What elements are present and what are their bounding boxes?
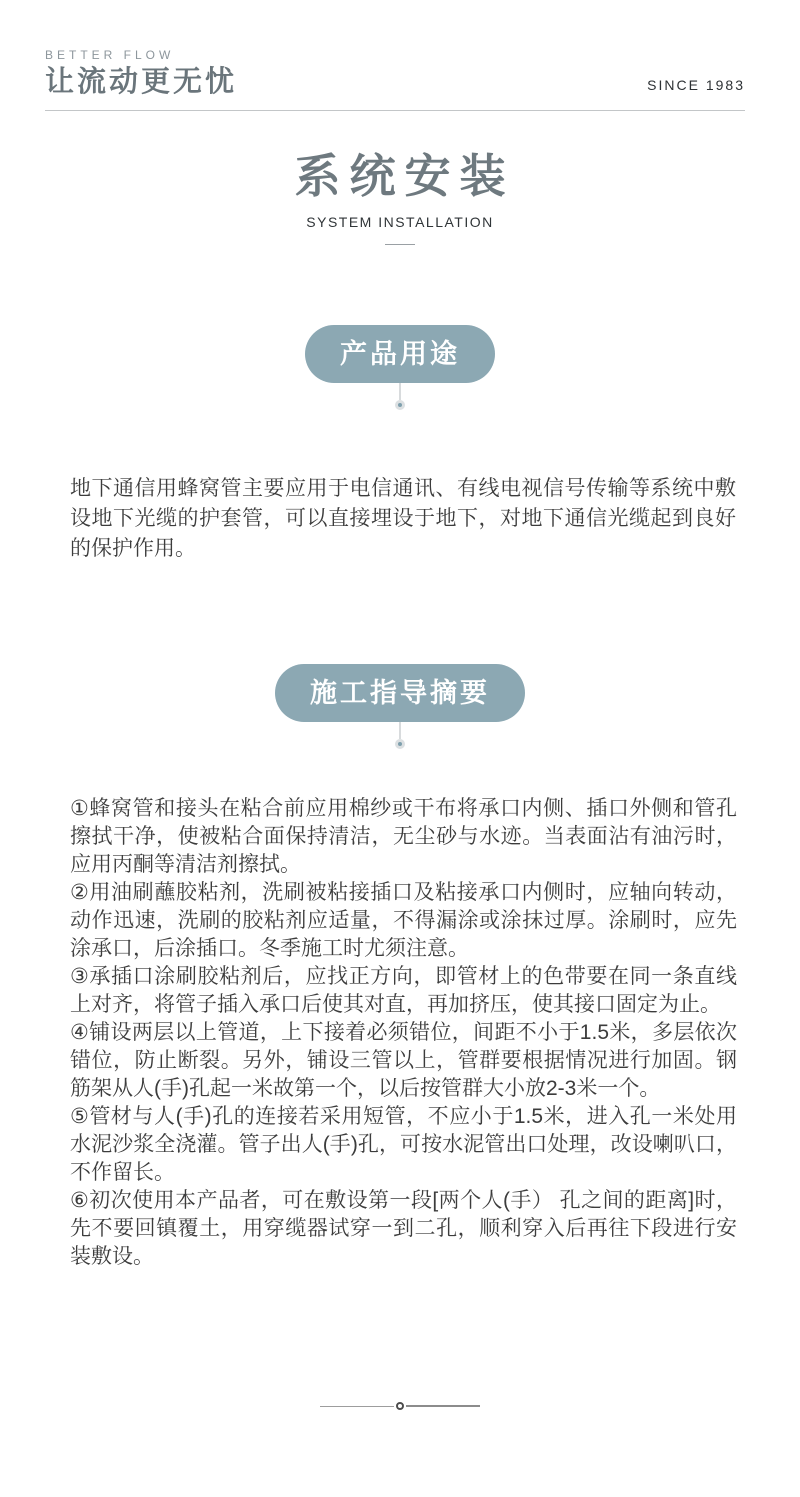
page-subtitle: SYSTEM INSTALLATION [306,214,494,230]
since-label: SINCE 1983 [647,77,745,93]
footer-divider [0,1402,800,1410]
connector [0,722,800,749]
footer-divider-line-left [320,1406,394,1407]
guide-list [70,795,737,1271]
guide-item: ②用油刷蘸胶粘剂，洗刷被粘接插口及粘接承口内侧时，应轴向转动，动作迅速，洗刷的胶粘剂应适量，不得漏涂或涂抹过厚。涂刷时，应先涂承口，后涂插口。冬季施工时尤须注意。 [70,881,737,960]
page-title: 系统安装 [294,150,515,202]
intro-paragraph: 地下通信用蜂窝管主要应用于电信通讯、有线电视信号传输等系统中敷设地下光缆的护套管，可以直接埋设于地下，对地下通信光缆起到良好的保护作用。 [70,477,736,560]
section-head-product-use [0,325,800,410]
brand-logo-text: 让流动更无忧 [45,66,238,98]
connector-line [399,383,401,400]
title-block [0,151,800,245]
footer-divider-circle [396,1402,404,1410]
guide-item: ①蜂窝管和接头在粘合前应用棉纱或干布将承口内侧、插口外侧和管孔擦拭干净，使被粘合面保持清洁，无尘砂与水迹。当表面沾有油污时，应用丙酮等清洁剂擦拭。 [70,797,737,876]
section-badge-product-use: 产品用途 [305,325,495,383]
connector-dot [395,739,405,749]
guide-item: ⑥初次使用本产品者，可在敷设第一段[两个人(手） 孔之间的距离]时，先不要回镇覆土，用穿缆器试穿一到二孔，顺利穿入后再往下段进行安装敷设。 [70,1189,737,1268]
header [45,0,745,111]
guide-item: ⑤管材与人(手)孔的连接若采用短管，不应小于1.5米，进入孔一米处用水泥沙浆全浇灌。管子出人(手)孔，可按水泥管出口处理，改设喇叭口，不作留长。 [70,1105,737,1184]
title-divider [385,244,415,245]
section-head-guide [0,664,800,749]
guide-item: ③承插口涂刷胶粘剂后，应找正方向，即管材上的色带要在同一条直线上对齐，将管子插入承口后使其对直，再加挤压，使其接口固定为止。 [70,965,737,1016]
brand-logo [45,48,237,98]
connector-line [399,722,401,739]
connector-dot [395,400,405,410]
footer-divider-line-right [406,1405,480,1407]
guide-item: ④铺设两层以上管道，上下接着必须错位，间距不小于1.5米，多层依次错位，防止断裂。另外，铺设三管以上，管群要根据情况进行加固。钢筋架从人(手)孔起一米故第一个，以后按管群大小放2-3米一个。 [70,1021,737,1100]
section-badge-guide: 施工指导摘要 [275,664,525,722]
brand-tagline: BETTER FLOW [45,48,175,62]
connector [0,383,800,410]
